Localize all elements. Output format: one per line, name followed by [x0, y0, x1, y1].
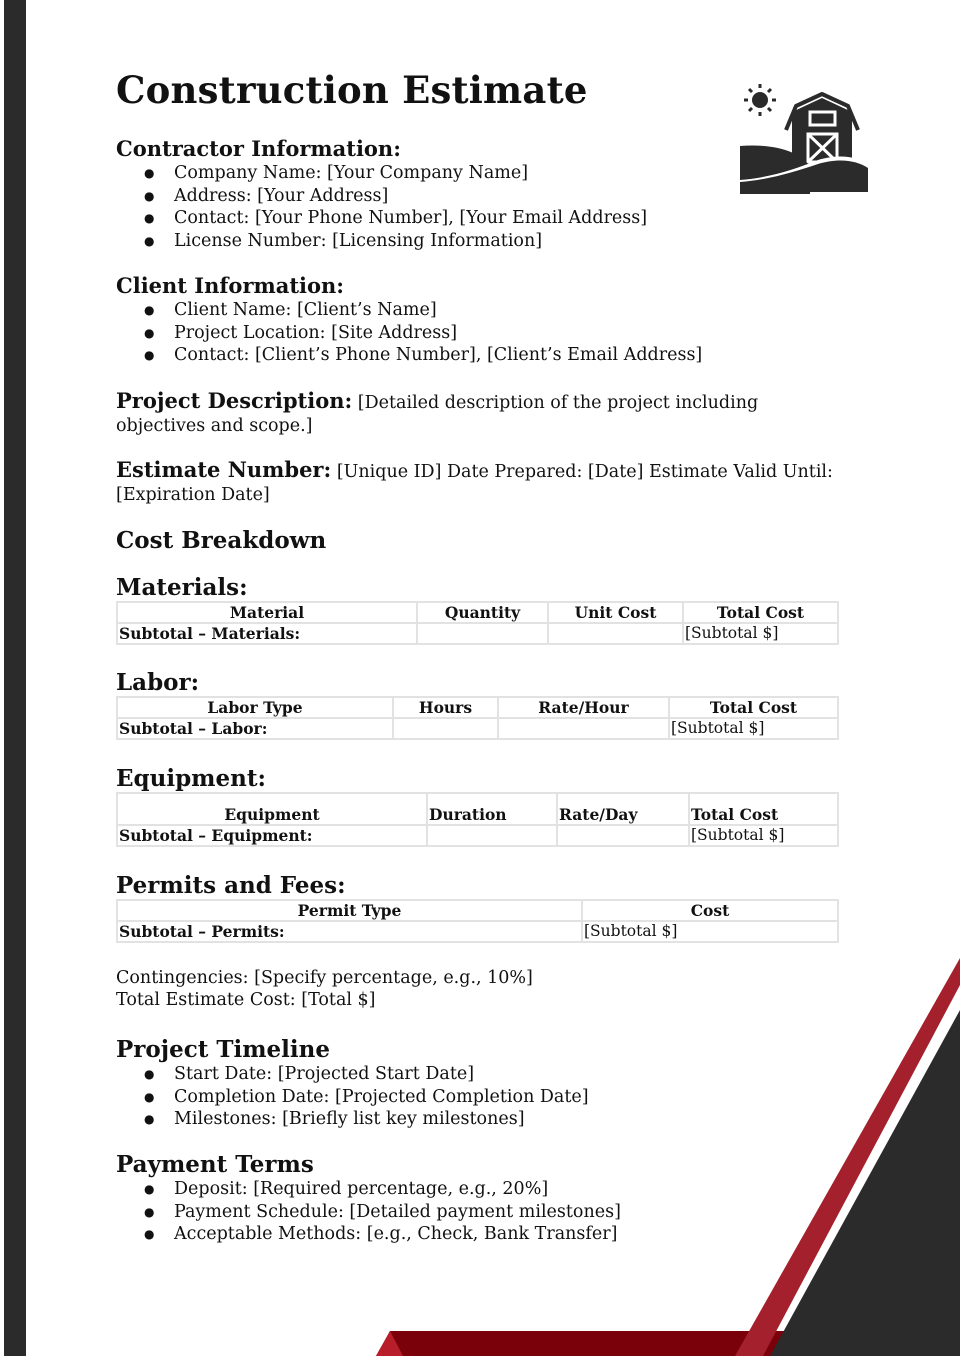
table-row: [117, 623, 838, 644]
list-item: ● Completion Date: [Projected Completion Date]: [116, 1086, 589, 1109]
contractor-heading: Contractor Information:: [116, 136, 401, 161]
list-item: ● Milestones: [Briefly list key milestones]: [116, 1108, 589, 1131]
list-item: ● Payment Schedule: [Detailed payment milestones]: [116, 1201, 621, 1224]
left-accent-bar: [4, 0, 26, 1356]
total-estimate-line: Total Estimate Cost: [Total $]: [116, 990, 376, 1010]
list-item: ● Address: [Your Address]: [116, 185, 647, 208]
list-item: ● Project Location: [Site Address]: [116, 322, 702, 345]
table-header-row: [117, 900, 838, 921]
list-item: ● Contact: [Client’s Phone Number], [Client’s Email Address]: [116, 344, 702, 367]
table-cell: [393, 718, 498, 739]
column-header: Rate/Hour: [498, 697, 669, 718]
payment-list: [116, 1178, 621, 1246]
subtotal-label: Subtotal – Equipment:: [117, 825, 427, 846]
red-diagonal-stripe: [735, 958, 960, 1356]
cost-breakdown-heading: Cost Breakdown: [116, 527, 327, 554]
project-description-label: Project Description:: [116, 388, 353, 413]
table-row: [117, 921, 838, 942]
estimate-number: [116, 458, 836, 507]
column-header: Unit Cost: [548, 602, 683, 623]
timeline-heading: Project Timeline: [116, 1036, 330, 1063]
equipment-heading: Equipment:: [116, 765, 266, 792]
estimate-number-text: [Unique ID] Date Prepared: [Date] Estimate Valid Until: [Expiration Date]: [116, 462, 833, 505]
contractor-list: [116, 162, 647, 252]
client-heading: Client Information:: [116, 273, 345, 298]
table-cell: [417, 623, 548, 644]
table-row: [117, 825, 838, 846]
bottom-band-accent: [376, 1331, 403, 1356]
labor-table: [116, 696, 839, 740]
column-header: Quantity: [417, 602, 548, 623]
contingencies-line: Contingencies: [Specify percentage, e.g., 10%]: [116, 968, 533, 988]
subtotal-value: [Subtotal $]: [683, 623, 838, 644]
list-item: ● Start Date: [Projected Start Date]: [116, 1063, 589, 1086]
client-list: [116, 299, 702, 367]
column-header: Permit Type: [117, 900, 582, 921]
list-item: ● Deposit: [Required percentage, e.g., 20%]: [116, 1178, 621, 1201]
column-header: Duration: [427, 793, 557, 825]
column-header: Rate/Day: [557, 793, 689, 825]
column-header: Equipment: [117, 793, 427, 825]
column-header: Total Cost: [669, 697, 838, 718]
list-item: ● Acceptable Methods: [e.g., Check, Bank Transfer]: [116, 1223, 621, 1246]
table-cell: [498, 718, 669, 739]
timeline-list: [116, 1063, 589, 1131]
table-cell: [548, 623, 683, 644]
sun-icon: [744, 84, 776, 116]
column-header: Material: [117, 602, 417, 623]
project-description-text: [Detailed description of the project including objectives and scope.]: [116, 393, 759, 436]
materials-heading: Materials:: [116, 574, 248, 601]
page-title: Construction Estimate: [116, 68, 588, 112]
dark-corner-triangle: [770, 1010, 960, 1356]
barn-sun-hills-icon: [738, 82, 870, 194]
equipment-table: [116, 792, 839, 847]
table-row: [117, 718, 838, 739]
subtotal-value: [Subtotal $]: [669, 718, 838, 739]
subtotal-value: [Subtotal $]: [582, 921, 838, 942]
column-header: Labor Type: [117, 697, 393, 718]
column-header: Total Cost: [683, 602, 838, 623]
materials-table: [116, 601, 839, 645]
column-header: Total Cost: [689, 793, 838, 825]
subtotal-value: [Subtotal $]: [689, 825, 838, 846]
labor-heading: Labor:: [116, 669, 200, 696]
table-cell: [557, 825, 689, 846]
subtotal-label: Subtotal – Materials:: [117, 623, 417, 644]
list-item: ● Company Name: [Your Company Name]: [116, 162, 647, 185]
list-item: ● Client Name: [Client’s Name]: [116, 299, 702, 322]
bottom-band: [376, 1331, 800, 1356]
table-header-row: [117, 602, 838, 623]
subtotal-label: Subtotal – Permits:: [117, 921, 582, 942]
list-item: ● Contact: [Your Phone Number], [Your Email Address]: [116, 207, 647, 230]
project-description: [116, 389, 836, 438]
permits-table: [116, 899, 839, 943]
column-header: Cost: [582, 900, 838, 921]
permits-heading: Permits and Fees:: [116, 872, 346, 899]
table-cell: [427, 825, 557, 846]
table-header-row: [117, 697, 838, 718]
payment-heading: Payment Terms: [116, 1151, 314, 1178]
estimate-number-label: Estimate Number:: [116, 457, 332, 482]
table-header-row: [117, 793, 838, 825]
column-header: Hours: [393, 697, 498, 718]
subtotal-label: Subtotal – Labor:: [117, 718, 393, 739]
list-item: ● License Number: [Licensing Information]: [116, 230, 647, 253]
